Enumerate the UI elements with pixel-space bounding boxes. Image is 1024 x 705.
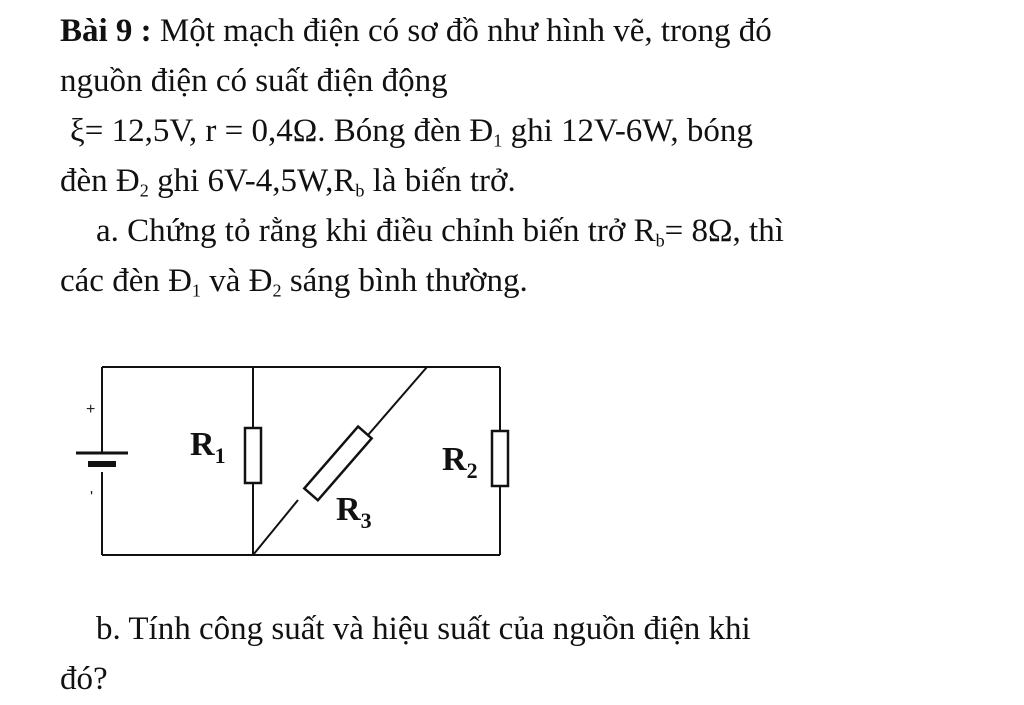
part-a-text: a. Chứng tỏ rằng khi điều chỉnh biến trở R [96,213,656,249]
circuit-wires [102,367,500,555]
subscript: b [655,230,665,251]
battery-plus-sign: + [86,401,96,418]
resistor-r1-label: $R_1$ [190,426,226,468]
problem-heading-line [60,6,772,56]
part-a-text: các đèn Đ [60,263,192,299]
part-b-text: đó? [60,661,108,697]
problem-intro-line-2 [60,56,448,106]
resistor-r2 [492,431,508,486]
subscript: 2 [272,280,282,301]
part-a-line-2 [60,256,528,306]
given-line-2 [60,156,516,206]
given-line-1 [70,106,753,156]
given-text: là biến trở. [364,163,516,199]
given-text: ghi 12V-6W, bóng [502,113,753,149]
part-b-line-2 [60,654,108,704]
resistor-r2-label: $R_2$ [442,441,478,483]
subscript: 1 [493,130,503,151]
part-b-line-1 [96,604,751,654]
given-text: đèn Đ [60,163,140,199]
subscript: 1 [191,280,201,301]
problem-number: Bài 9 : [60,13,152,49]
part-a-line-1 [96,206,784,256]
circuit-diagram [0,340,560,580]
subscript: b [355,180,365,201]
problem-intro-1: Một mạch điện có sơ đồ như hình vẽ, trong đó [151,13,772,49]
part-b-text: b. Tính công suất và hiệu suất của nguồn điện khi [96,611,751,647]
resistor-r3-label: $R_3$ [336,491,372,533]
resistor-r3 [304,427,371,501]
battery-minus-sign: ' [90,489,94,506]
resistor-r1 [245,428,261,483]
problem-intro-2: nguồn điện có suất điện động [60,63,448,99]
given-text: ghi 6V-4,5W,R [148,163,356,199]
given-text: ξ= 12,5V, r = 0,4Ω. Bóng đèn Đ [70,113,494,149]
part-a-text: và Đ [201,263,273,299]
part-a-text: = 8Ω, thì [664,213,784,249]
part-a-text: sáng bình thường. [281,263,528,299]
subscript: 2 [139,180,149,201]
